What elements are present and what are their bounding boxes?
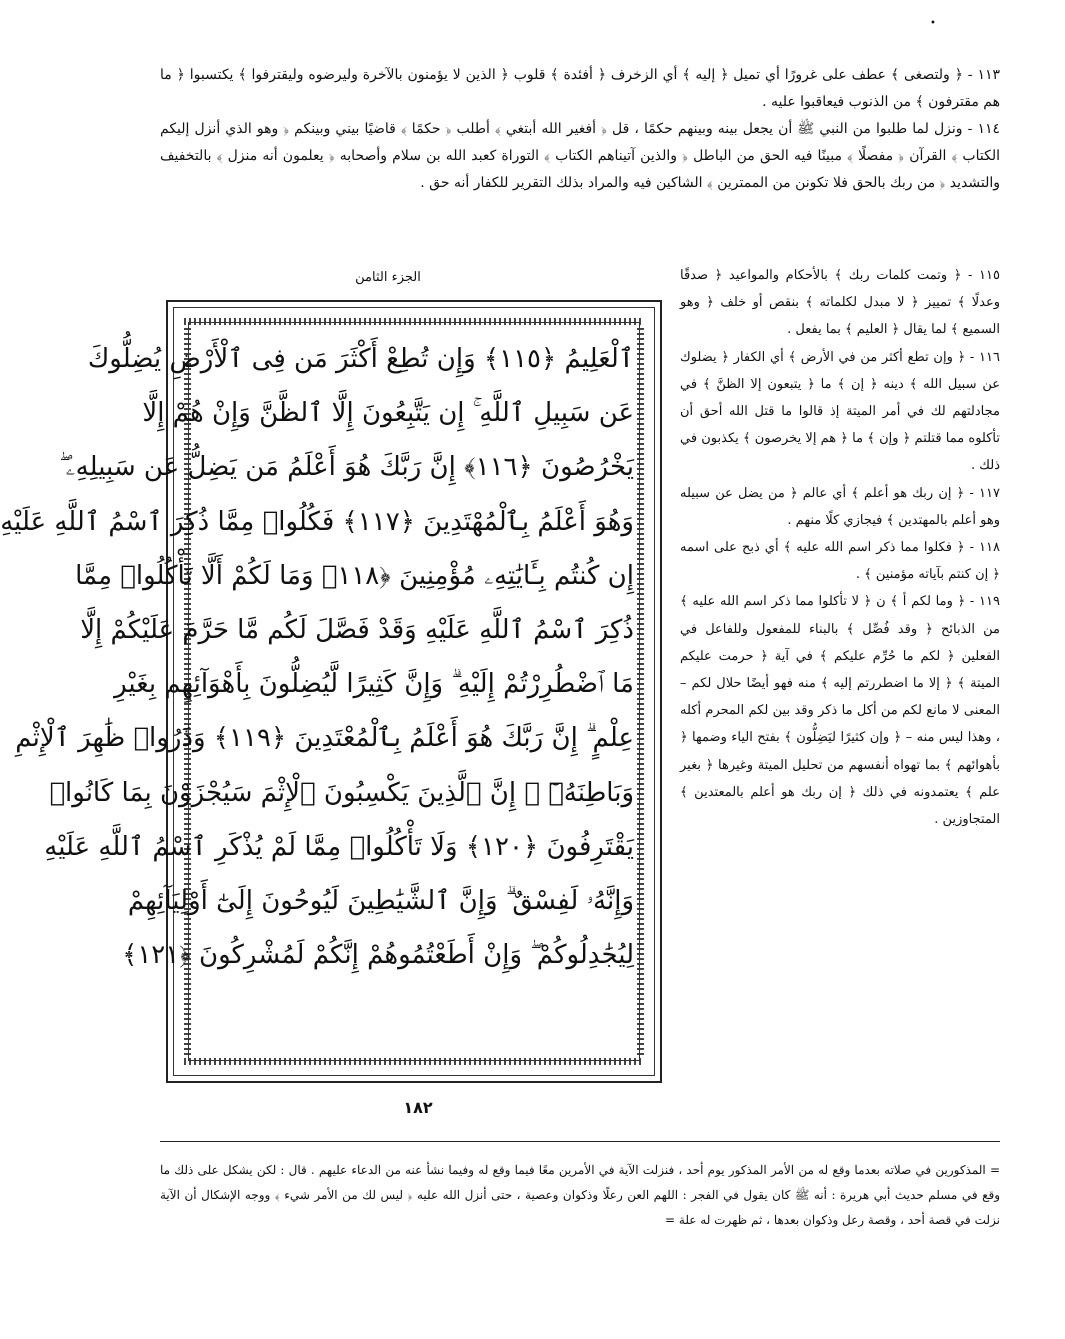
quran-line: يَخْرُصُونَ ﴿١١٦﴾ إِنَّ رَبَّكَ هُوَ أَعْلَمُ مَن يَضِلُّ عَن سَبِيلِهِۦ ۖ [59,452,634,483]
page-number: ١٨٢ [403,1098,433,1117]
commentary-119: ١١٩ - ﴿ وما لكم أ ﴾ ن ﴿ لا تأكلوا مما ذكر اسم الله عليه ﴾ من الذبائح ﴿ وقد فُصِّل ﴾ بالبناء للمفعول وللفاعل في الفعلين ﴿ لكم ما حُرِّم عليكم ﴾ في آية ﴿ حرمت عليكم الميتة ﴾ ﴿ إلا ما اضطررتم إليه ﴾ منه فهو أيضًا حلال لكم – المعنى لا مانع لكم من أكل ما ذكر وقد بين لكم المحرم أكله ، وهذا ليس منه – ﴿ وإن كثيرًا ليَضِلُّون ﴾ بفتح الياء وضمها ﴿ بأهوائهم ﴾ بما تهواه أنفسهم من تحليل الميتة وغيرها ﴿ بغير علم ﴾ يعتمدونه في ذلك ﴿ إن ربك هو أعلم بالمعتدين ﴾ المتجاوزين . [680,594,1000,828]
quran-frame [0,300,662,1083]
footnote-divider [160,1141,1000,1142]
commentary-113: ١١٣ - ﴿ ولتصغى ﴾ عطف على غرورًا أي تميل ﴿ إليه ﴾ أي الزخرف ﴿ أفئدة ﴾ قلوب ﴿ الذين لا يؤمنون بالآخرة وليرضوه وليقترفوا ﴾ يكتسبوا ﴿ ما هم مقترفون ﴾ من الذنوب فيعاقبوا عليه . [160,67,1000,110]
quran-line: عَن سَبِيلِ ٱللَّهِ ۚ إِن يَتَّبِعُونَ إِلَّا ٱلظَّنَّ وَإِنْ هُمْ إِلَّا [142,398,634,429]
quran-line: مَا ٱضْطُرِرْتُمْ إِلَيْهِ ۗ وَإِنَّ كَثِيرًا لَّيُضِلُّونَ بِأَهْوَآئِهِم بِغَيْرِ [114,669,634,700]
page-mark: • [930,18,936,29]
quran-line: ذُكِرَ ٱسْمُ ٱللَّهِ عَلَيْهِ وَقَدْ فَصَّلَ لَكُم مَّا حَرَّمَ عَلَيْكُمْ إِلَّا [80,615,634,646]
quran-line: وَهُوَ أَعْلَمُ بِٱلْمُهْتَدِينَ ﴿١١٧﴾ فَكُلُوا۟ مِمَّا ذُكِرَ ٱسْمُ ٱللَّهِ عَلَيْهِ [0,506,634,537]
quran-line: لِيُجَٰدِلُوكُمْ ۖ وَإِنْ أَطَعْتُمُوهُمْ إِنَّكُمْ لَمُشْرِكُونَ ﴿١٢١﴾ [122,940,634,971]
commentary-116: ١١٦ - ﴿ وإن تطع أكثر من في الأرض ﴾ أي الكفار ﴿ يضلوك عن سبيل الله ﴾ دينه ﴿ إن ﴾ ما ﴿ يتبعون إلا الظنَّ ﴾ في مجادلتهم لك في أمر الميتة إذ قالوا ما قتل الله أحق أن تأكلوه مما قتلتم ﴿ وإن ﴾ ما ﴿ هم إلا يخرصون ﴾ يكذبون في ذلك . [680,349,1000,474]
side-commentary [680,262,1000,833]
quran-text [0,332,634,982]
commentary-117: ١١٧ - ﴿ إن ربك هو أعلم ﴾ أي عالم ﴿ من يضل عن سبيله وهو أعلم بالمهتدين ﴾ فيجازي كلًا منهم . [680,485,1000,528]
top-commentary [160,62,1000,197]
quran-line: وَبَاطِنَهُۥٓ ۚ إِنَّ ٱلَّذِينَ يَكْسِبُونَ ٱلْإِثْمَ سَيُجْزَوْنَ بِمَا كَانُوا۟ [49,777,634,808]
quran-line: ٱلْعَلِيمُ ﴿١١٥﴾ وَإِن تُطِعْ أَكْثَرَ مَن فِى ٱلْأَرْضِ يُضِلُّوكَ [87,344,634,374]
footnote: = المذكورين في صلاته بعدما وقع له من الأمر المذكور يوم أحد ، فنزلت الآية في الأمرين معًا فيما وقع له وفيما نشأ عنه من الدعاء عليهم . قال : لكن يشكل على ذلك ما وقع في مسلم حديث أبي هريرة : أنه ﷺ كان يقول في الفجر : اللهم العن رعلًا وذكوان وعصية ، حتى أنزل الله عليه ﴿ ليس لك من الأمر شيء ﴾ ووجه الإشكال أن الآية نزلت في قصة أحد ، وقصة رعل وذكوان بعدها ، ثم ظهرت له علة = [160,1163,1000,1227]
quran-line: عِلْمٍ ۗ إِنَّ رَبَّكَ هُوَ أَعْلَمُ بِٱلْمُعْتَدِينَ ﴿١١٩﴾ وَذَرُوا۟ ظَٰهِرَ ٱلْإِثْمِ [15,723,634,754]
quran-line: وَإِنَّهُۥ لَفِسْقٌ ۗ وَإِنَّ ٱلشَّيَٰطِينَ لَيُوحُونَ إِلَىٰٓ أَوْلِيَآئِهِمْ [127,886,634,917]
running-head: الجزء الثامن [355,270,421,285]
commentary-115: ١١٥ - ﴿ وتمت كلمات ربك ﴾ بالأحكام والمواعيد ﴿ صدقًا وعدلًا ﴾ تمييز ﴿ لا مبدل لكلماته ﴾ بنقص أو خلف ﴿ وهو السميع ﴾ لما يقال ﴿ العليم ﴾ بما يفعل . [680,268,1000,338]
commentary-118: ١١٨ - ﴿ فكلوا مما ذكر اسم الله عليه ﴾ أي ذبح على اسمه ﴿ إن كنتم بآياته مؤمنين ﴾ . [680,540,1000,583]
commentary-114: ١١٤ - ونزل لما طلبوا من النبي ﷺ أن يجعل بينه وبينهم حكمًا ، قل ﴿ أفغير الله أبتغي ﴾ أطلب ﴿ حكمًا ﴾ قاضيًا بيني وبينكم ﴿ وهو الذي أنزل إليكم الكتاب ﴾ القرآن ﴿ مفصلًا ﴾ مبينًا فيه الحق من الباطل ﴿ والذين آتيناهم الكتاب ﴾ التوراة كعبد الله بن سلام وأصحابه ﴿ يعلمون أنه منزل ﴾ بالتخفيف والتشديد ﴿ من ربك بالحق فلا تكونن من الممترين ﴾ الشاكين فيه والمراد بذلك التقرير للكفار أنه حق . [160,121,1000,191]
quran-line: إِن كُنتُم بِـَٔايَٰتِهِۦ مُؤْمِنِينَ ﴿١١٨﴾ وَمَا لَكُمْ أَلَّا تَأْكُلُوا۟ مِمَّا [75,560,634,591]
quran-line: يَقْتَرِفُونَ ﴿١٢٠﴾ وَلَا تَأْكُلُوا۟ مِمَّا لَمْ يُذْكَرِ ٱسْمُ ٱللَّهِ عَلَيْهِ [44,831,634,862]
